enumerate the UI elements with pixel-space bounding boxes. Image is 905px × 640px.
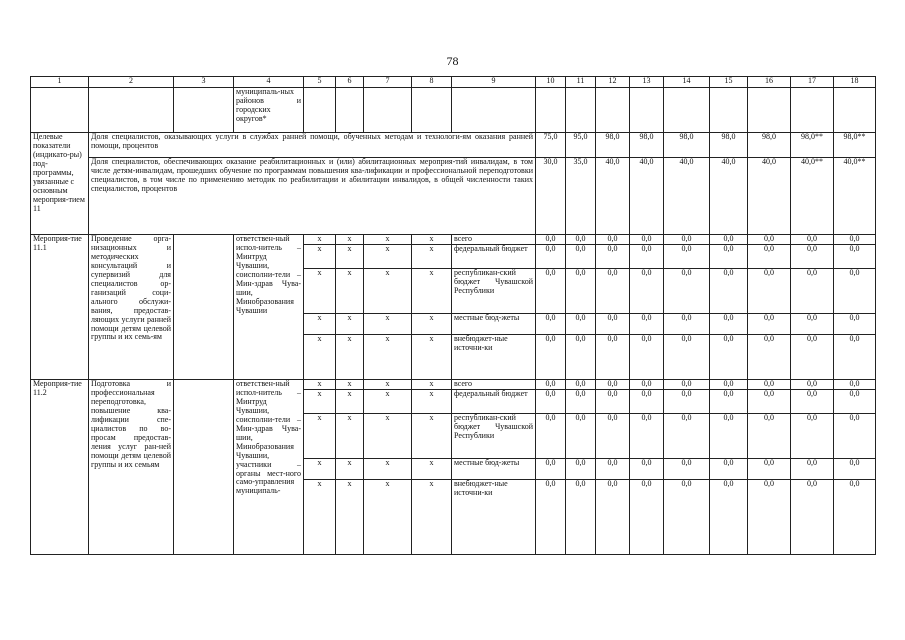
funding-row xyxy=(31,235,876,245)
value-cell: 0,0 xyxy=(710,235,748,245)
indicator-text: Доля специалистов, оказывающих услуги в службах ранней помощи, обученных методам и технологи-ям оказания ранней помощи, процентов xyxy=(89,133,536,158)
measure-responsible: ответствен-ный испол-нитель – Минтруд Чувашии, соисполни-тели – Мин-здрав Чува-шии, Минобразования Чувашии xyxy=(234,235,304,380)
funding-source: местные бюд-жеты xyxy=(452,459,536,480)
value-cell: 98,0 xyxy=(596,133,630,158)
x-cell: x xyxy=(336,269,364,314)
value-cell: 0,0 xyxy=(566,335,596,380)
value-cell: 0,0 xyxy=(710,390,748,414)
value-cell: 0,0 xyxy=(536,245,566,269)
header-row xyxy=(31,77,876,88)
value-cell: 0,0 xyxy=(596,314,630,335)
value-cell: 40,0 xyxy=(748,158,791,235)
header-cell: 9 xyxy=(452,77,536,88)
value-cell: 0,0 xyxy=(748,314,791,335)
value-cell: 0,0 xyxy=(664,235,710,245)
value-cell: 0,0 xyxy=(536,459,566,480)
x-cell: x xyxy=(364,314,412,335)
value-cell: 0,0 xyxy=(791,245,834,269)
value-cell: 75,0 xyxy=(536,133,566,158)
value-cell: 0,0 xyxy=(536,235,566,245)
value-cell: 0,0 xyxy=(664,314,710,335)
value-cell: 98,0 xyxy=(748,133,791,158)
value-cell: 40,0 xyxy=(664,158,710,235)
x-cell: x xyxy=(336,235,364,245)
header-cell: 17 xyxy=(791,77,834,88)
x-cell: x xyxy=(336,314,364,335)
header-cell: 7 xyxy=(364,77,412,88)
value-cell: 0,0 xyxy=(664,380,710,390)
x-cell: x xyxy=(336,335,364,380)
value-cell: 0,0 xyxy=(630,245,664,269)
value-cell: 0,0 xyxy=(536,390,566,414)
value-cell: 0,0 xyxy=(630,235,664,245)
value-cell: 0,0 xyxy=(834,314,876,335)
value-cell: 0,0 xyxy=(566,480,596,555)
value-cell: 0,0 xyxy=(536,414,566,459)
funding-source: внебюджет-ные источни-ки xyxy=(452,335,536,380)
value-cell: 98,0 xyxy=(630,133,664,158)
x-cell: x xyxy=(412,390,452,414)
value-cell: 0,0 xyxy=(710,480,748,555)
x-cell: x xyxy=(304,269,336,314)
value-cell: 95,0 xyxy=(566,133,596,158)
program-table xyxy=(30,76,876,555)
value-cell: 40,0** xyxy=(791,158,834,235)
header-cell: 15 xyxy=(710,77,748,88)
value-cell: 0,0 xyxy=(664,335,710,380)
x-cell: x xyxy=(412,414,452,459)
value-cell: 0,0 xyxy=(536,269,566,314)
funding-source: местные бюд-жеты xyxy=(452,314,536,335)
value-cell: 0,0 xyxy=(596,380,630,390)
value-cell: 0,0 xyxy=(596,414,630,459)
value-cell: 0,0 xyxy=(596,480,630,555)
x-cell: x xyxy=(364,335,412,380)
value-cell: 98,0** xyxy=(791,133,834,158)
x-cell: x xyxy=(412,314,452,335)
value-cell: 0,0 xyxy=(630,314,664,335)
funding-source: федеральный бюджет xyxy=(452,245,536,269)
value-cell: 0,0 xyxy=(630,335,664,380)
funding-source: республикан-ский бюджет Чувашской Республики xyxy=(452,414,536,459)
x-cell: x xyxy=(364,245,412,269)
value-cell: 0,0 xyxy=(834,480,876,555)
x-cell: x xyxy=(364,414,412,459)
value-cell: 0,0 xyxy=(566,380,596,390)
header-cell: 8 xyxy=(412,77,452,88)
value-cell: 0,0 xyxy=(748,235,791,245)
x-cell: x xyxy=(364,380,412,390)
value-cell: 0,0 xyxy=(710,380,748,390)
value-cell: 30,0 xyxy=(536,158,566,235)
value-cell: 0,0 xyxy=(834,414,876,459)
targets-label-cell: Целевые показатели (индикато-ры) под-программы, увязанные с основным мероприя-тием 11 xyxy=(31,133,89,235)
header-cell: 18 xyxy=(834,77,876,88)
page-number: 78 xyxy=(446,54,459,68)
value-cell: 0,0 xyxy=(834,235,876,245)
value-cell: 0,0 xyxy=(630,459,664,480)
header-cell: 10 xyxy=(536,77,566,88)
measure-name: Подготовка и профессиональная переподготовка, повышение ква-лификации спе-циалистов по во-просам предостав-ления услуг ран-ней помощи детям целевой группы и их семьям xyxy=(89,380,174,555)
x-cell: x xyxy=(412,380,452,390)
value-cell: 0,0 xyxy=(791,269,834,314)
value-cell: 0,0 xyxy=(791,380,834,390)
continuation-row xyxy=(31,88,876,133)
value-cell: 98,0** xyxy=(834,133,876,158)
value-cell: 0,0 xyxy=(791,459,834,480)
header-cell: 2 xyxy=(89,77,174,88)
value-cell: 0,0 xyxy=(748,269,791,314)
funding-source: внебюджет-ные источни-ки xyxy=(452,480,536,555)
value-cell: 0,0 xyxy=(710,245,748,269)
value-cell: 0,0 xyxy=(710,414,748,459)
value-cell: 40,0 xyxy=(710,158,748,235)
value-cell: 98,0 xyxy=(710,133,748,158)
value-cell: 0,0 xyxy=(566,390,596,414)
indicator-text: Доля специалистов, обеспечивающих оказание реабилитационных и (или) абилитационных мероприя-тий инвалидам, в том числе детям-инвалидам, прошедших обучение по программам повышения ква-лификации и профессиональной переподготовки специалистов, в том числе по применению методик по реабилитации и абилитации инвалидов, в общей численности таких специалистов, процентов xyxy=(89,158,536,235)
value-cell: 0,0 xyxy=(536,380,566,390)
value-cell: 0,0 xyxy=(834,335,876,380)
measure-responsible: ответствен-ный испол-нитель – Минтруд Чувашии, соисполни-тели – Мин-здрав Чува-шии, Минобразования Чувашии, участники – органы мест-ного само-управления муниципаль- xyxy=(234,380,304,555)
value-cell: 0,0 xyxy=(791,335,834,380)
value-cell: 0,0 xyxy=(630,480,664,555)
header-cell: 1 xyxy=(31,77,89,88)
header-cell: 11 xyxy=(566,77,596,88)
funding-source: республикан-ский бюджет Чувашской Республики xyxy=(452,269,536,314)
value-cell: 0,0 xyxy=(566,459,596,480)
x-cell: x xyxy=(304,459,336,480)
x-cell: x xyxy=(304,380,336,390)
value-cell: 0,0 xyxy=(710,459,748,480)
x-cell: x xyxy=(412,335,452,380)
header-cell: 13 xyxy=(630,77,664,88)
x-cell: x xyxy=(304,245,336,269)
value-cell: 98,0 xyxy=(664,133,710,158)
continuation-executor-cell: муниципаль-ных районов и городских округов* xyxy=(234,88,304,133)
value-cell: 0,0 xyxy=(596,459,630,480)
measure-code: Мероприя-тие 11.1 xyxy=(31,235,89,380)
value-cell: 0,0 xyxy=(710,314,748,335)
value-cell: 0,0 xyxy=(566,235,596,245)
value-cell: 0,0 xyxy=(596,390,630,414)
value-cell: 0,0 xyxy=(834,245,876,269)
funding-row xyxy=(31,380,876,390)
header-cell: 4 xyxy=(234,77,304,88)
value-cell: 0,0 xyxy=(834,390,876,414)
value-cell: 0,0 xyxy=(566,314,596,335)
value-cell: 40,0 xyxy=(596,158,630,235)
value-cell: 0,0 xyxy=(566,245,596,269)
x-cell: x xyxy=(364,235,412,245)
x-cell: x xyxy=(412,459,452,480)
x-cell: x xyxy=(364,269,412,314)
value-cell: 0,0 xyxy=(596,235,630,245)
value-cell: 0,0 xyxy=(791,235,834,245)
value-cell: 0,0 xyxy=(710,335,748,380)
value-cell: 0,0 xyxy=(748,245,791,269)
funding-source: всего xyxy=(452,235,536,245)
value-cell: 0,0 xyxy=(630,390,664,414)
value-cell: 0,0 xyxy=(664,269,710,314)
value-cell: 0,0 xyxy=(834,459,876,480)
x-cell: x xyxy=(336,480,364,555)
value-cell: 0,0 xyxy=(566,414,596,459)
x-cell: x xyxy=(336,245,364,269)
x-cell: x xyxy=(412,235,452,245)
indicator-row xyxy=(31,158,876,235)
x-cell: x xyxy=(304,335,336,380)
x-cell: x xyxy=(336,414,364,459)
value-cell: 0,0 xyxy=(791,314,834,335)
value-cell: 0,0 xyxy=(664,245,710,269)
indicator-row xyxy=(31,133,876,158)
value-cell: 0,0 xyxy=(596,269,630,314)
x-cell: x xyxy=(336,380,364,390)
value-cell: 0,0 xyxy=(664,459,710,480)
value-cell: 0,0 xyxy=(748,414,791,459)
value-cell: 35,0 xyxy=(566,158,596,235)
x-cell: x xyxy=(364,459,412,480)
value-cell: 0,0 xyxy=(566,269,596,314)
x-cell: x xyxy=(304,480,336,555)
x-cell: x xyxy=(304,314,336,335)
value-cell: 0,0 xyxy=(630,380,664,390)
x-cell: x xyxy=(412,269,452,314)
header-cell: 14 xyxy=(664,77,710,88)
value-cell: 0,0 xyxy=(536,335,566,380)
x-cell: x xyxy=(412,245,452,269)
value-cell: 0,0 xyxy=(536,314,566,335)
value-cell: 0,0 xyxy=(596,245,630,269)
value-cell: 0,0 xyxy=(791,414,834,459)
value-cell: 0,0 xyxy=(748,335,791,380)
value-cell: 0,0 xyxy=(664,390,710,414)
measure-col3 xyxy=(174,235,234,380)
x-cell: x xyxy=(364,390,412,414)
header-cell: 16 xyxy=(748,77,791,88)
value-cell: 40,0 xyxy=(630,158,664,235)
value-cell: 0,0 xyxy=(630,414,664,459)
value-cell: 0,0 xyxy=(664,480,710,555)
header-cell: 3 xyxy=(174,77,234,88)
value-cell: 0,0 xyxy=(748,390,791,414)
measure-col3 xyxy=(174,380,234,555)
value-cell: 0,0 xyxy=(710,269,748,314)
value-cell: 0,0 xyxy=(791,480,834,555)
x-cell: x xyxy=(304,390,336,414)
header-cell: 5 xyxy=(304,77,336,88)
funding-source: всего xyxy=(452,380,536,390)
measure-name: Проведение орга-низационных и методических консультаций и супервизий для специалистов ор-ганизаций соци-ального обслужи-вания, предостав-ляющих услуги ранней помощи детям целевой группы и их семь-ям xyxy=(89,235,174,380)
header-cell: 6 xyxy=(336,77,364,88)
value-cell: 0,0 xyxy=(791,390,834,414)
value-cell: 0,0 xyxy=(596,335,630,380)
value-cell: 0,0 xyxy=(536,480,566,555)
value-cell: 0,0 xyxy=(834,269,876,314)
x-cell: x xyxy=(364,480,412,555)
funding-source: федеральный бюджет xyxy=(452,390,536,414)
x-cell: x xyxy=(304,235,336,245)
value-cell: 0,0 xyxy=(748,380,791,390)
value-cell: 40,0** xyxy=(834,158,876,235)
x-cell: x xyxy=(412,480,452,555)
measure-code: Мероприя-тие 11.2 xyxy=(31,380,89,555)
x-cell: x xyxy=(336,390,364,414)
x-cell: x xyxy=(304,414,336,459)
header-cell: 12 xyxy=(596,77,630,88)
value-cell: 0,0 xyxy=(748,459,791,480)
value-cell: 0,0 xyxy=(630,269,664,314)
value-cell: 0,0 xyxy=(664,414,710,459)
x-cell: x xyxy=(336,459,364,480)
value-cell: 0,0 xyxy=(748,480,791,555)
value-cell: 0,0 xyxy=(834,380,876,390)
